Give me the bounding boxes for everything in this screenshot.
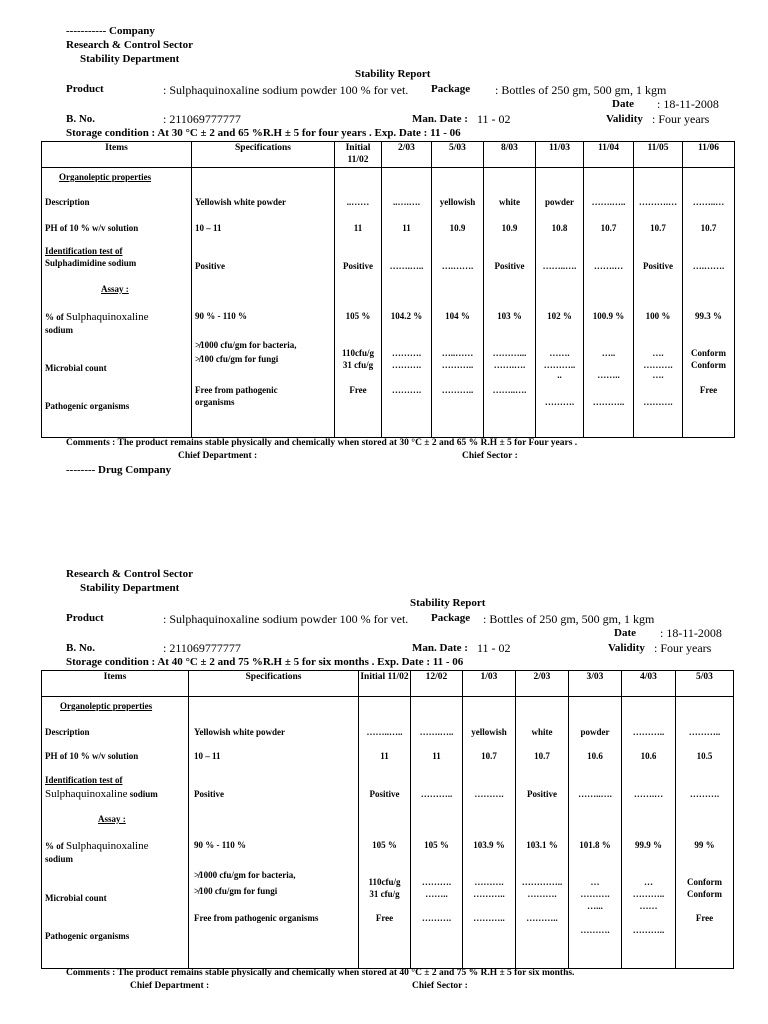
report-title: Stability Report bbox=[410, 597, 486, 609]
comments: Comments : The product remains stable physically and chemically when stored at 40 °C ± 2 and 75 % R.H ± 5 for six months. bbox=[66, 968, 575, 978]
percent-value: 105 % bbox=[345, 311, 371, 321]
storage-condition: Storage condition : At 40 °C ± 2 and 75 %R.H ± 5 for six months . Exp. Date : 11 - 06 bbox=[66, 656, 464, 668]
description-value: ……….. bbox=[688, 727, 721, 737]
microbial-value: 31 cfu/g bbox=[342, 360, 374, 370]
ph-label: PH of 10 % w/v solution bbox=[45, 223, 139, 233]
stability-table-1 bbox=[41, 141, 735, 438]
date-value: : 18-11-2008 bbox=[657, 97, 719, 111]
pathogenic-value: Free bbox=[349, 385, 367, 395]
chief-department: Chief Department : bbox=[178, 451, 258, 461]
value-column bbox=[463, 697, 516, 969]
microbial-spec-bacteria: ≯1000 cfu/gm for bacteria, bbox=[194, 870, 296, 880]
value-column bbox=[536, 168, 584, 438]
description-value: powder bbox=[580, 727, 610, 737]
ph-value: 10.8 bbox=[551, 223, 568, 233]
ph-value: 10.7 bbox=[700, 223, 717, 233]
body-row bbox=[42, 168, 735, 438]
description-value: ..….…. bbox=[393, 197, 420, 207]
percent-value: 100.9 % bbox=[592, 311, 625, 321]
header-period: 11/06 bbox=[683, 142, 735, 168]
validity-value: : Four years bbox=[652, 112, 710, 126]
microbial-value: Conform bbox=[691, 360, 726, 370]
ph-value: 11 bbox=[432, 751, 441, 761]
identification-value: ……..…. bbox=[578, 789, 612, 799]
microbial-value: …... bbox=[587, 901, 603, 911]
product-value: : Sulphaquinoxaline sodium powder 100 % for vet. bbox=[163, 612, 409, 626]
ph-value: 11 bbox=[380, 751, 389, 761]
date-value: : 18-11-2008 bbox=[660, 626, 722, 640]
microbial-value: ….. bbox=[601, 348, 616, 358]
ph-value: 10.7 bbox=[481, 751, 497, 761]
pathogenic-value: ………. bbox=[391, 385, 422, 395]
header-period: 5/03 bbox=[432, 142, 484, 168]
header-period: 2/03 bbox=[516, 671, 569, 697]
pathogenic-value: ……..…. bbox=[492, 385, 527, 395]
header-period: 11/03 bbox=[536, 142, 584, 168]
header-initial: Initial 11/02 bbox=[359, 671, 411, 697]
man-date-value: 11 - 02 bbox=[477, 112, 511, 126]
microbial-value: …….. bbox=[597, 370, 620, 380]
ph-value: 10.6 bbox=[640, 751, 657, 761]
percent-spec: 90 % - 110 % bbox=[194, 840, 247, 850]
package-label: Package bbox=[431, 612, 471, 624]
percent-value: 99.3 % bbox=[695, 311, 722, 321]
header-period: 8/03 bbox=[484, 142, 536, 168]
percent-label: % of Sulphaquinoxaline bbox=[45, 311, 149, 323]
items-column bbox=[42, 168, 192, 438]
date-label: Date bbox=[614, 627, 636, 639]
percent-value: 100 % bbox=[645, 311, 671, 321]
pathogenic-value: ……….. bbox=[592, 397, 625, 407]
microbial-value: ………... bbox=[492, 348, 527, 358]
value-column bbox=[634, 168, 683, 438]
description-value: ……….… bbox=[638, 197, 678, 207]
ph-label: PH of 10 % w/v solution bbox=[45, 751, 139, 761]
value-column bbox=[683, 168, 735, 438]
pathogenic-value: ……….. bbox=[473, 913, 505, 923]
identification-value: ….……. bbox=[692, 261, 725, 271]
ph-value: 10.6 bbox=[587, 751, 603, 761]
percent-label-sodium: sodium bbox=[45, 325, 74, 335]
microbial-value: …. bbox=[652, 348, 664, 358]
ph-value: 10.9 bbox=[501, 223, 518, 233]
identification-label: Identification test of bbox=[45, 246, 123, 256]
percent-value: 99 % bbox=[694, 840, 715, 850]
microbial-value: … bbox=[644, 877, 653, 887]
body-row bbox=[42, 697, 734, 969]
package-value: : Bottles of 250 gm, 500 gm, 1 kgm bbox=[495, 83, 667, 97]
value-column bbox=[676, 697, 734, 969]
description-value: yellowish bbox=[471, 727, 507, 737]
value-column bbox=[622, 697, 676, 969]
chief-sector: Chief Sector : bbox=[462, 451, 518, 461]
microbial-value: ………. bbox=[580, 889, 610, 899]
pathogenic-label: Pathogenic organisms bbox=[45, 401, 130, 411]
assay-label: Assay : bbox=[101, 284, 129, 294]
value-column bbox=[484, 168, 536, 438]
header-period: 11/05 bbox=[634, 142, 683, 168]
microbial-spec-bacteria: ≯1000 cfu/gm for bacteria, bbox=[195, 340, 297, 350]
description-value: powder bbox=[545, 197, 574, 207]
percent-value: 103.9 % bbox=[473, 840, 505, 850]
description-value: ……..… bbox=[692, 197, 725, 207]
microbial-value: ………. bbox=[391, 348, 422, 358]
percent-value: 104.2 % bbox=[390, 311, 423, 321]
value-column bbox=[382, 168, 432, 438]
microbial-value: Conform bbox=[691, 348, 726, 358]
microbial-value: ……….. bbox=[473, 889, 505, 899]
identification-value: …….… bbox=[633, 789, 664, 799]
items-column bbox=[42, 697, 189, 969]
percent-value: 99.9 % bbox=[635, 840, 662, 850]
microbial-value: 110cfu/g bbox=[368, 877, 401, 887]
header-period: 1/03 bbox=[463, 671, 516, 697]
pathogenic-value: ……….. bbox=[441, 385, 474, 395]
spec-column bbox=[189, 697, 359, 969]
batch-label: B. No. bbox=[66, 642, 96, 654]
microbial-value: ……….. bbox=[632, 889, 665, 899]
identification-value: ……..…. bbox=[542, 261, 577, 271]
header-period: 5/03 bbox=[676, 671, 734, 697]
microbial-value: …. bbox=[652, 370, 664, 380]
description-value: ..…… bbox=[346, 197, 370, 207]
man-date-label: Man. Date : bbox=[412, 113, 468, 125]
header-period: 11/04 bbox=[584, 142, 634, 168]
description-value: …….….. bbox=[419, 727, 454, 737]
header-row bbox=[42, 142, 735, 168]
value-column bbox=[411, 697, 463, 969]
section-organoleptic: Organoleptic properties bbox=[60, 701, 153, 711]
pathogenic-value: Free bbox=[375, 913, 394, 923]
microbial-value: …… bbox=[639, 901, 658, 911]
percent-value: 103.1 % bbox=[526, 840, 558, 850]
identification-value: ………. bbox=[689, 789, 720, 799]
microbial-spec-fungi: ≯100 cfu/gm for fungi bbox=[194, 886, 278, 896]
product-label: Product bbox=[66, 612, 104, 624]
pathogenic-spec: Free from pathogenic organisms bbox=[194, 913, 319, 923]
value-column bbox=[584, 168, 634, 438]
microbial-value: ………. bbox=[391, 360, 422, 370]
company-name: -------- Drug Company bbox=[66, 464, 172, 476]
ph-spec: 10 – 11 bbox=[194, 751, 221, 761]
identification-substance: Sulphadimidine sodium bbox=[45, 258, 137, 268]
identification-spec: Positive bbox=[195, 261, 225, 271]
microbial-spec-fungi: ≯100 cfu/gm for fungi bbox=[195, 354, 279, 364]
value-column bbox=[432, 168, 484, 438]
sector-name: Research & Control Sector bbox=[66, 39, 193, 51]
percent-label-sodium: sodium bbox=[45, 854, 74, 864]
microbial-value: ………. bbox=[527, 889, 557, 899]
ph-value: 10.7 bbox=[534, 751, 550, 761]
description-label: Description bbox=[45, 727, 90, 737]
pathogenic-spec: Free from pathogenic bbox=[195, 385, 278, 395]
microbial-value: Conform bbox=[687, 877, 722, 887]
man-date-label: Man. Date : bbox=[412, 642, 468, 654]
ph-value: 11 bbox=[353, 223, 363, 233]
microbial-value: ………. bbox=[643, 360, 673, 370]
value-column bbox=[359, 697, 411, 969]
percent-label: % of Sulphaquinoxaline bbox=[45, 840, 149, 852]
percent-spec: 90 % - 110 % bbox=[195, 311, 248, 321]
percent-value: 101.8 % bbox=[579, 840, 611, 850]
identification-value: ………. bbox=[474, 789, 504, 799]
header-initial: Initial 11/02 bbox=[335, 142, 382, 168]
pathogenic-value: ………. bbox=[643, 397, 673, 407]
product-label: Product bbox=[66, 83, 104, 95]
microbial-value: ………….. bbox=[521, 877, 563, 887]
package-value: : Bottles of 250 gm, 500 gm, 1 kgm bbox=[483, 612, 655, 626]
product-value: : Sulphaquinoxaline sodium powder 100 % for vet. bbox=[163, 83, 409, 97]
value-column bbox=[569, 697, 622, 969]
header-specifications: Specifications bbox=[192, 142, 335, 168]
header-specifications: Specifications bbox=[189, 671, 359, 697]
percent-value: 104 % bbox=[445, 311, 470, 321]
microbial-value: .. bbox=[557, 370, 562, 380]
microbial-value: ………. bbox=[474, 877, 504, 887]
ph-spec: 10 – 11 bbox=[195, 223, 222, 233]
percent-value: 105 % bbox=[372, 840, 397, 850]
microbial-label: Microbial count bbox=[45, 363, 107, 373]
storage-condition: Storage condition : At 30 °C ± 2 and 65 %R.H ± 5 for four years . Exp. Date : 11 - 06 bbox=[66, 127, 461, 139]
header-period: 2/03 bbox=[382, 142, 432, 168]
identification-label: Identification test of bbox=[45, 775, 123, 785]
pathogenic-value: ………. bbox=[544, 397, 575, 407]
validity-label: Validity bbox=[608, 642, 645, 654]
microbial-value: 31 cfu/g bbox=[369, 889, 400, 899]
company-name: ----------- Company bbox=[66, 25, 155, 37]
microbial-value: Conform bbox=[687, 889, 722, 899]
identification-value: Positive bbox=[343, 261, 373, 271]
identification-value: …….… bbox=[593, 261, 624, 271]
value-column bbox=[335, 168, 382, 438]
sector-name: Research & Control Sector bbox=[66, 568, 193, 580]
assay-label: Assay : bbox=[98, 814, 126, 824]
pathogenic-value: ………. bbox=[421, 913, 452, 923]
description-value: white bbox=[499, 197, 520, 207]
description-value: ……….. bbox=[632, 727, 665, 737]
pathogenic-label: Pathogenic organisms bbox=[45, 931, 130, 941]
identification-value: ….……. bbox=[441, 261, 474, 271]
description-label: Description bbox=[45, 197, 90, 207]
microbial-value: …..…… bbox=[441, 348, 474, 358]
identification-value: ……….. bbox=[420, 789, 453, 799]
comments: Comments : The product remains stable physically and chemically when stored at 30 °C ± 2 and 65 % R.H ± 5 for Four years . bbox=[66, 438, 578, 448]
date-label: Date bbox=[612, 98, 634, 110]
description-value: …….….. bbox=[591, 197, 626, 207]
header-period: 4/03 bbox=[622, 671, 676, 697]
microbial-value: 110cfu/g bbox=[341, 348, 374, 358]
identification-value: Positive bbox=[494, 261, 525, 271]
description-value: yellowish bbox=[439, 197, 476, 207]
chief-sector: Chief Sector : bbox=[412, 981, 468, 991]
value-column bbox=[516, 697, 569, 969]
description-value: ……..….. bbox=[366, 727, 403, 737]
ph-value: 11 bbox=[402, 223, 411, 233]
batch-value: : 211069777777 bbox=[163, 112, 241, 126]
header-items: Items bbox=[42, 142, 192, 168]
microbial-value: …….…. bbox=[493, 360, 526, 370]
percent-value: 102 % bbox=[547, 311, 572, 321]
package-label: Package bbox=[431, 83, 471, 95]
batch-value: : 211069777777 bbox=[163, 641, 241, 655]
department-name: Stability Department bbox=[80, 582, 180, 594]
validity-label: Validity bbox=[606, 113, 643, 125]
stability-table-2 bbox=[41, 670, 734, 969]
identification-value: …….….. bbox=[389, 261, 424, 271]
pathogenic-value: ……….. bbox=[632, 925, 665, 935]
microbial-value: ……….. bbox=[543, 360, 576, 370]
validity-value: : Four years bbox=[654, 641, 712, 655]
spec-column bbox=[192, 168, 335, 438]
pathogenic-value: Free bbox=[695, 913, 714, 923]
man-date-value: 11 - 02 bbox=[477, 641, 511, 655]
identification-value: Positive bbox=[369, 789, 400, 799]
percent-value: 103 % bbox=[497, 311, 522, 321]
department-name: Stability Department bbox=[80, 53, 180, 65]
pathogenic-spec-2: organisms bbox=[195, 397, 235, 407]
report-title: Stability Report bbox=[355, 68, 431, 80]
batch-label: B. No. bbox=[66, 113, 96, 125]
ph-value: 10.9 bbox=[449, 223, 466, 233]
header-period: 3/03 bbox=[569, 671, 622, 697]
microbial-value: … bbox=[590, 877, 600, 887]
chief-department: Chief Department : bbox=[130, 981, 210, 991]
microbial-value: ……….. bbox=[441, 360, 474, 370]
microbial-value: ……. bbox=[549, 348, 570, 358]
ph-value: 10.5 bbox=[696, 751, 713, 761]
percent-value: 105 % bbox=[424, 840, 449, 850]
identification-value: Positive bbox=[527, 789, 557, 799]
header-row bbox=[42, 671, 734, 697]
section-organoleptic: Organoleptic properties bbox=[59, 172, 152, 182]
microbial-label: Microbial count bbox=[45, 893, 107, 903]
header-items: Items bbox=[42, 671, 189, 697]
ph-value: 10.7 bbox=[650, 223, 666, 233]
microbial-value: …….. bbox=[425, 889, 448, 899]
pathogenic-value: ………. bbox=[580, 925, 610, 935]
description-spec: Yellowish white powder bbox=[195, 197, 287, 207]
ph-value: 10.7 bbox=[600, 223, 617, 233]
description-spec: Yellowish white powder bbox=[194, 727, 286, 737]
pathogenic-value: Free bbox=[699, 385, 718, 395]
description-value: white bbox=[531, 727, 553, 737]
pathogenic-value: ……….. bbox=[526, 913, 558, 923]
identification-substance: Sulphaquinoxaline sodium bbox=[45, 788, 158, 800]
header-period: 12/02 bbox=[411, 671, 463, 697]
identification-spec: Positive bbox=[194, 789, 224, 799]
microbial-value: ………. bbox=[421, 877, 452, 887]
identification-value: Positive bbox=[643, 261, 673, 271]
